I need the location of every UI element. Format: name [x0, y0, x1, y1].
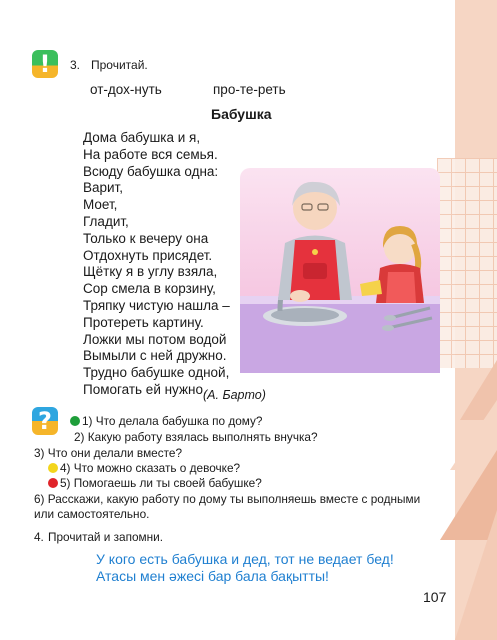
- red-dot-icon: [48, 478, 58, 488]
- exclamation-icon: !: [32, 50, 58, 78]
- illustration-grandmother-and-girl: [240, 168, 440, 373]
- task3-instruction: Прочитай.: [91, 58, 148, 72]
- poem-line: Помогать ей нужно.: [83, 381, 207, 397]
- task4-number: 4.: [34, 530, 44, 544]
- green-dot-icon: [70, 416, 80, 426]
- question-2: 2) Какую работу взялась выполнять внучка?: [74, 430, 318, 444]
- poem-line: Протереть картину.: [83, 314, 204, 330]
- poem-line: Моет,: [83, 197, 118, 213]
- side-triangles-decoration: [440, 360, 497, 640]
- poem-line: Ложки мы потом водой: [83, 331, 227, 347]
- task4-instruction: Прочитай и запомни.: [48, 530, 164, 544]
- syllable-word-1: от-дох-нуть: [90, 82, 162, 97]
- poem-author: (А. Барто): [203, 388, 266, 402]
- poem-line: Варит,: [83, 180, 123, 196]
- poem-body: [83, 130, 230, 399]
- poem-line: Тряпку чистую нашла –: [83, 297, 230, 313]
- proverb-kazakh: Атасы мен әжесі бар бала бақытты!: [96, 568, 329, 584]
- poem-line: Щётку я в углу взяла,: [83, 264, 218, 280]
- question-5: 5) Помогаешь ли ты своей бабушке?: [48, 476, 262, 491]
- poem-line: Вымыли с ней дружно.: [83, 348, 227, 364]
- task3-number: 3.: [70, 58, 81, 72]
- yellow-dot-icon: [48, 463, 58, 473]
- poem-line: Отдохнуть присядет.: [83, 247, 213, 263]
- poem-line: Трудно бабушке одной,: [83, 365, 230, 381]
- question-4: 4) Что можно сказать о девочке?: [48, 461, 240, 476]
- question-3: 3) Что они делали вместе?: [34, 446, 183, 460]
- question-6: 6) Расскажи, какую работу по дому ты выполняешь вместе с родными: [34, 492, 421, 506]
- question-6-continuation: или самостоятельно.: [34, 507, 150, 521]
- poem-line: Сор смела в корзину,: [83, 281, 216, 297]
- poem-line: Только к вечеру она: [83, 230, 209, 246]
- poem-line: Дома бабушка и я,: [83, 130, 201, 145]
- side-grid-pattern: [437, 158, 497, 368]
- poem-line: Всюду бабушка одна:: [83, 163, 219, 179]
- proverb-russian: У кого есть бабушка и дед, тот не ведает бед!: [96, 551, 394, 567]
- poem-line: На работе вся семья.: [83, 146, 218, 162]
- question-1: 1) Что делала бабушка по дому?: [70, 414, 263, 429]
- question-icon: ?: [32, 407, 58, 435]
- syllable-word-2: про-те-реть: [213, 82, 286, 97]
- page-number: 107: [423, 589, 447, 605]
- poem-line: Гладит,: [83, 213, 129, 229]
- poem-title: Бабушка: [211, 106, 272, 122]
